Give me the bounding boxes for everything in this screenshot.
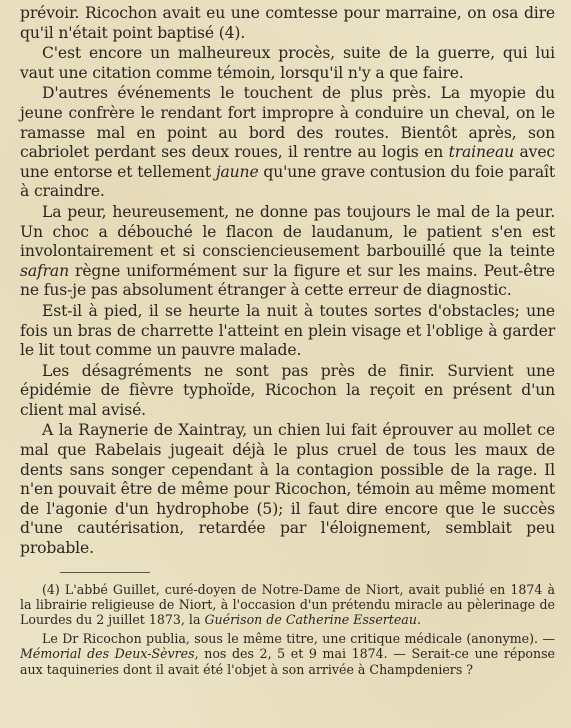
text-run: La peur, heureusement, ne donne pas toujours le mal de la peur. Un choc a débouché le flacon de laudanum, le patient s'en est involontairement et si consciencieusement barbouillé que la teinte	[20, 202, 555, 261]
text-run: règne uniformément sur la figure et sur les mains. Peut-être ne fus-je pas absolument étranger à cette erreur de diagnostic.	[20, 261, 555, 300]
paragraph	[20, 362, 555, 421]
footnotes	[20, 582, 555, 677]
text-run: A la Raynerie de Xaintray, un chien lui fait éprouver au mollet ce mal que Rabelais jugeait déjà le plus cruel de tous les maux de dents sans songer cependant à la contagion possible de la rage. Il n'en pouvait être de même pour Ricochon, témoin au même moment de l'agonie d'un hydrophobe (5); il faut dire encore que le succès d'une cautérisation, retardée par l'éloignement, semblait peu probable.	[20, 421, 555, 558]
article-body	[20, 4, 555, 559]
footnote-separator	[60, 572, 150, 573]
paragraph	[20, 421, 555, 558]
text-run: (4) L'abbé Guillet, curé-doyen de Notre-Dame de Niort, avait publié en 1874 à la librairie religieuse de Niort, à l'occasion d'un prétendu miracle au pèlerinage de Lourdes du 2 juillet 1873, la	[20, 581, 555, 628]
text-run: avec une entorse et tellement	[20, 143, 555, 181]
text-run: Est-il à pied, il se heurte la nuit à toutes sortes d'obstacles; une fois un bras de charrette l'atteint en plein visage et l'oblige à garder le lit tout comme un pauvre malade.	[20, 301, 555, 360]
paragraph	[20, 44, 555, 83]
italic-text-run: Mémorial des Deux-Sèvres	[20, 646, 195, 662]
footnote	[20, 631, 555, 677]
text-run: , nos des 2, 5 et 9 mai 1874. — Serait-ce une réponse aux taquineries dont il avait été l'objet à son arrivée à Champdeniers ?	[20, 646, 555, 677]
text-run: C'est encore un malheureux procès, suite de la guerre, qui lui vaut une citation comme témoin, lorsqu'il n'y a que faire.	[20, 44, 555, 82]
text-run: prévoir. Ricochon avait eu une comtesse pour marraine, on osa dire qu'il n'était point baptisé (4).	[20, 4, 555, 42]
footnote	[20, 582, 555, 628]
text-run: D'autres événements le touchent de plus près. La myopie du jeune confrère le rendant fort impropre à conduire un cheval, on le ramasse mal en point au bord des routes. Bientôt après, son cabriolet perdant ses deux roues, il rentre au logis en	[20, 84, 555, 162]
paragraph	[20, 302, 555, 361]
italic-text-run: traineau	[448, 143, 515, 162]
paragraph	[20, 84, 555, 202]
text-run: Les désagréments ne sont pas près de finir. Survient une épidémie de fièvre typhoïde, Ricochon la reçoit en présent d'un client mal avisé.	[20, 361, 555, 419]
italic-text-run: Guérison de Catherine Esserteau	[204, 612, 417, 628]
italic-text-run: safran	[20, 261, 69, 280]
paragraph	[20, 203, 555, 301]
text-run: .	[416, 612, 421, 628]
italic-text-run: jaune	[215, 162, 259, 181]
text-run: Le Dr Ricochon publia, sous le même titre, une critique médicale (anonyme). —	[42, 631, 555, 647]
paragraph	[20, 4, 555, 43]
text-run: qu'une grave contusion du foie paraît à craindre.	[20, 162, 555, 201]
